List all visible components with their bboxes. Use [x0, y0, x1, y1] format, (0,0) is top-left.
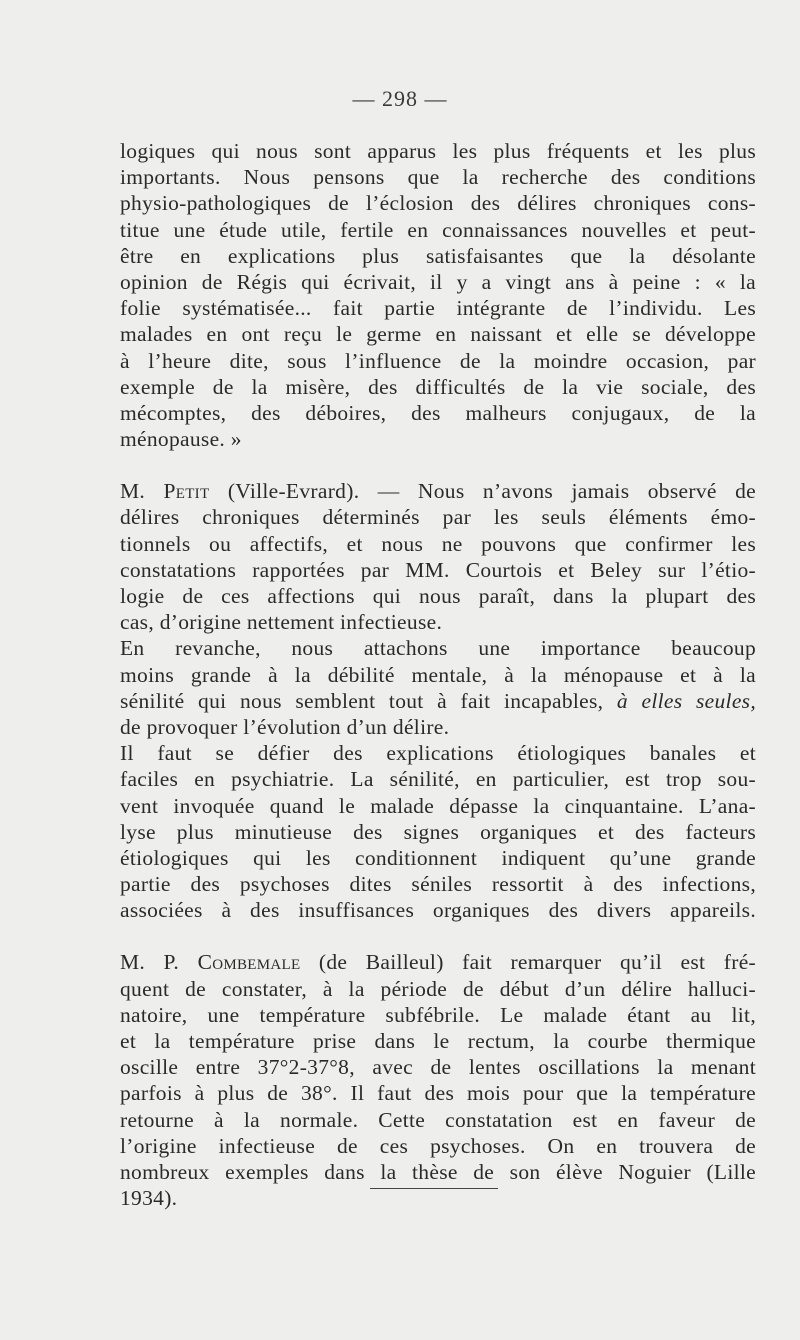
text-line: faciles en psychiatrie. La sénilité, en particulier, est trop sou- — [120, 767, 756, 792]
text-line — [120, 949, 756, 975]
text-line: mécomptes, des déboires, des malheurs conjugaux, de la — [120, 400, 756, 425]
text-line: associées à des insuffisances organiques des divers appareils. — [120, 898, 756, 923]
text-line: Il faut se défier des explications étiologiques banales et — [120, 741, 756, 766]
text-line: logie de ces affections qui nous paraît, dans la plupart des — [120, 584, 756, 608]
text-line — [120, 478, 756, 504]
paragraph-revanche — [120, 635, 756, 740]
speaker-prefix: M. — [120, 479, 164, 504]
page-number: — 298 — — [352, 86, 448, 111]
text-line: être en explications plus satisfaisantes que la désolante — [120, 243, 756, 268]
speaker-name: Petit — [163, 479, 210, 504]
text-line: logiques qui nous sont apparus les plus fréquents et les plus — [120, 139, 756, 163]
text-line: oscille entre 37°2-37°8, avec de lentes oscillations la menant — [120, 1055, 756, 1080]
page-body — [120, 138, 756, 1211]
text-line: étiologiques qui les conditionnent indiquent qu’une grande — [120, 845, 756, 870]
text-line: de provoquer l’évolution d’un délire. — [120, 714, 450, 739]
text-line: quent de constater, à la période de début d’un délire halluci- — [120, 976, 756, 1001]
speaker-prefix: M. P. — [120, 950, 198, 975]
paragraph-senilite — [120, 740, 756, 923]
italic-emphasis: à elles seules, — [616, 688, 756, 713]
text-line: cas, d’origine nettement infectieuse. — [120, 610, 443, 635]
text-line: nombreux exemples dans la thèse de son élève Noguier (Lille — [120, 1159, 756, 1184]
text-line: et la température prise dans le rectum, la courbe thermique — [120, 1029, 756, 1053]
speaker-name: Combemale — [197, 950, 301, 975]
text-segment: sénilité qui nous semblent tout à fait incapables, — [120, 688, 617, 713]
text-line — [120, 688, 756, 714]
text-line: moins grande à la débilité mentale, à la ménopause et à la — [120, 662, 756, 687]
text-line: folie systématisée... fait partie intégrante de l’individu. Les — [120, 296, 756, 321]
text-segment: (de Bailleul) fait remarquer qu’il est fré- — [300, 950, 756, 975]
text-line: parfois à plus de 38°. Il faut des mois pour que la température — [120, 1081, 756, 1106]
text-line: importants. Nous pensons que la recherche des conditions — [120, 165, 756, 190]
text-line: 1934). — [120, 1186, 178, 1211]
text-line: physio-pathologiques de l’éclosion des délires chroniques cons- — [120, 191, 756, 216]
text-line: l’origine infectieuse de ces psychoses. On en trouvera de — [120, 1133, 756, 1158]
text-line: lyse plus minutieuse des signes organiques et des facteurs — [120, 819, 756, 844]
text-segment: (Ville-Evrard). — Nous n’avons jamais observé de — [209, 479, 756, 504]
paragraph-combemale — [120, 949, 756, 1211]
text-line: tionnels ou affectifs, et nous ne pouvons que confirmer les — [120, 531, 756, 556]
text-line: délires chroniques déterminés par les seuls éléments émo- — [120, 505, 756, 530]
text-line: titue une étude utile, fertile en connaissances nouvelles et peut- — [120, 217, 756, 242]
paragraph-gap — [120, 923, 756, 949]
text-line: exemple de la misère, des difficultés de la vie sociale, des — [120, 374, 756, 399]
paragraph-regis-quote — [120, 138, 756, 452]
text-line: à l’heure dite, sous l’influence de la moindre occasion, par — [120, 348, 756, 373]
text-line: vent invoquée quand le malade dépasse la cinquantaine. L’ana- — [120, 793, 756, 818]
text-line: partie des psychoses dites séniles ressortit à des infections, — [120, 872, 756, 897]
text-line: En revanche, nous attachons une importance beaucoup — [120, 636, 756, 661]
text-line: malades en ont reçu le germe en naissant et elle se développe — [120, 322, 756, 347]
text-line: constatations rapportées par MM. Courtois et Beley sur l’étio- — [120, 557, 756, 582]
text-line: ménopause. » — [120, 427, 242, 452]
text-line: retourne à la normale. Cette constatation est en faveur de — [120, 1107, 756, 1132]
text-line: opinion de Régis qui écrivait, il y a vingt ans à peine : « la — [120, 269, 756, 294]
end-rule-divider — [370, 1188, 498, 1189]
paragraph-gap — [120, 452, 756, 478]
text-line: natoire, une température subfébrile. Le malade étant au lit, — [120, 1002, 756, 1027]
paragraph-petit — [120, 478, 756, 635]
